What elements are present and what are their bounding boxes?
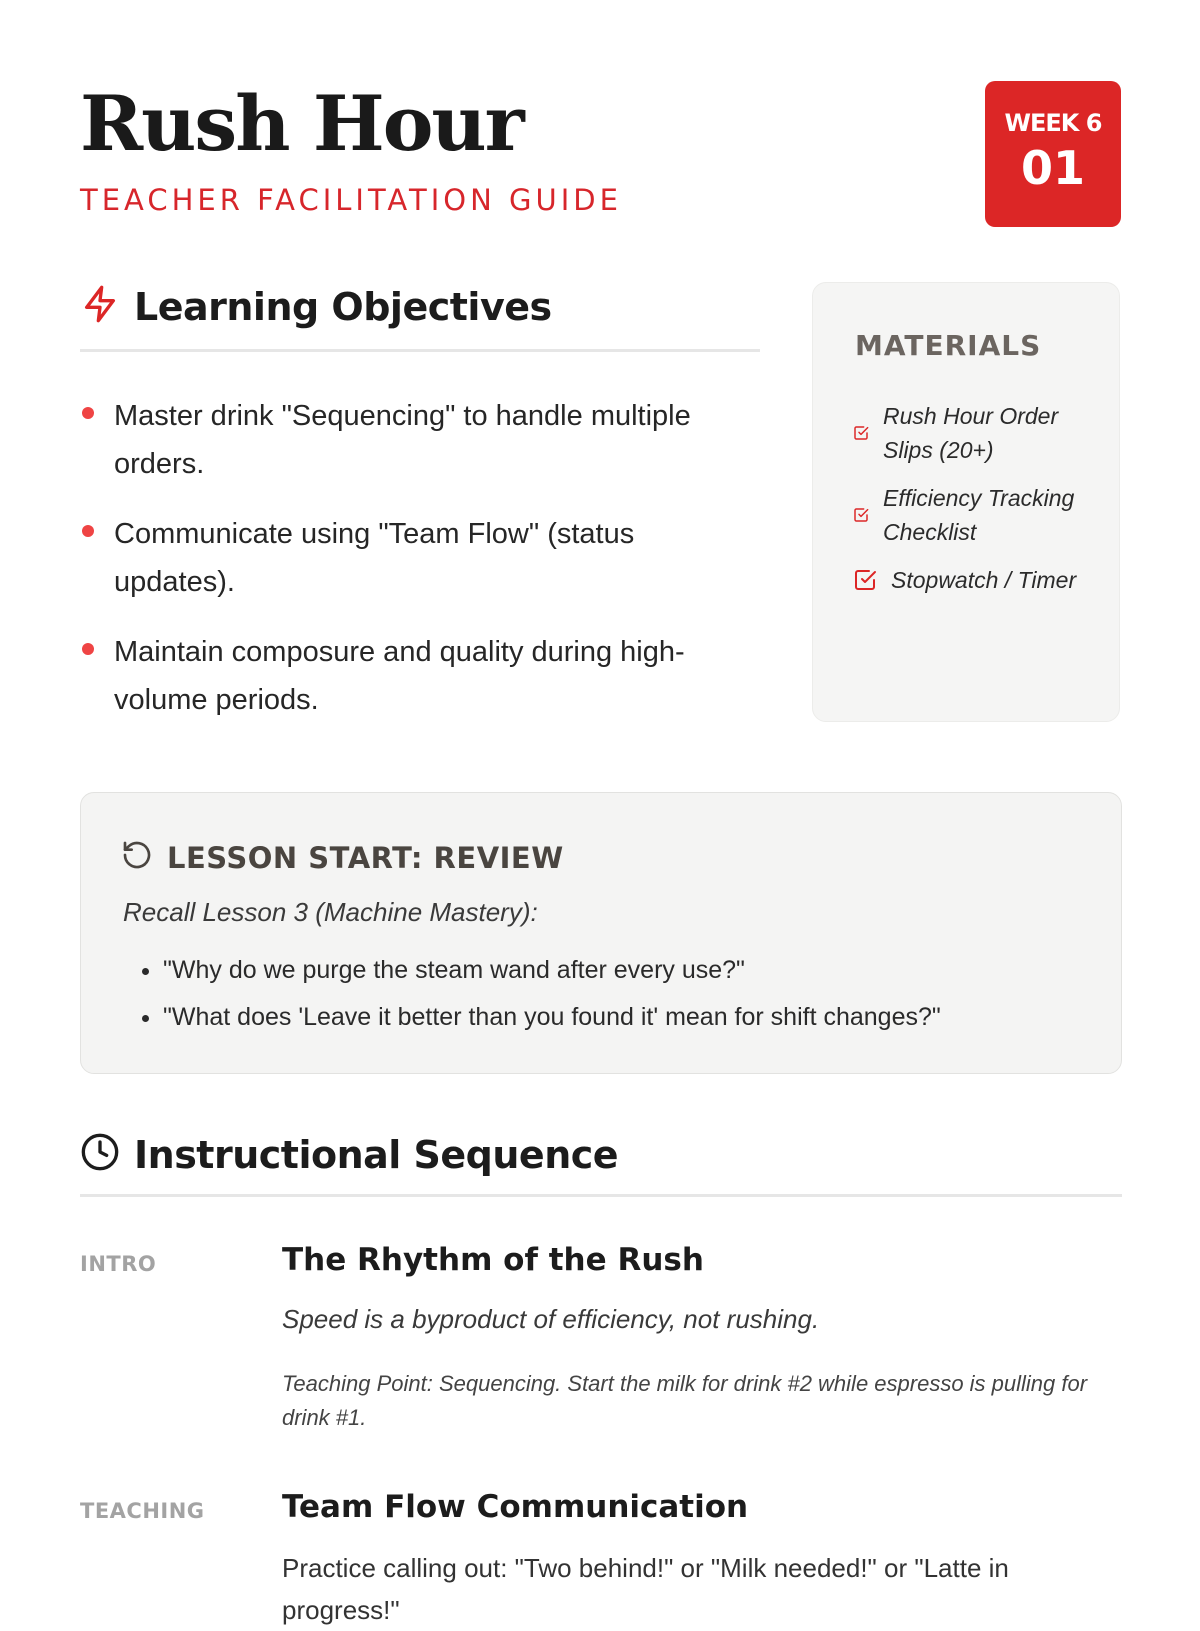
checkbox-icon	[853, 568, 877, 592]
objectives-heading: Learning Objectives	[134, 284, 552, 329]
material-text: Rush Hour Order Slips (20+)	[883, 403, 1059, 463]
material-text: Stopwatch / Timer	[891, 567, 1077, 593]
week-badge	[985, 81, 1121, 227]
objective-item	[80, 510, 760, 606]
review-questions	[123, 947, 941, 1041]
material-item	[853, 399, 1093, 467]
materials-list	[853, 399, 1093, 611]
bullet-dot	[82, 643, 94, 655]
objective-text: Maintain composure and quality during high-volume periods.	[114, 636, 685, 716]
material-item	[853, 563, 1093, 597]
review-question: • "Why do we purge the steam wand after every use?"	[163, 947, 941, 994]
checkbox-icon	[853, 507, 869, 523]
step-body	[282, 1242, 1122, 1435]
step-text: Practice calling out: "Two behind!" or "Milk needed!" or "Latte in progress!"	[282, 1553, 1009, 1625]
step-title: The Rhythm of the Rush	[282, 1242, 704, 1278]
objectives-header	[80, 284, 552, 329]
rotate-ccw-icon	[121, 839, 153, 876]
review-question: • "What does 'Leave it better than you found it' mean for shift changes?"	[163, 994, 941, 1041]
review-intro: Recall Lesson 3 (Machine Mastery):	[123, 897, 538, 927]
review-header	[121, 839, 564, 876]
objective-text: Master drink "Sequencing" to handle multiple orders.	[114, 400, 691, 480]
review-heading: LESSON START: REVIEW	[167, 840, 564, 875]
step-note: Teaching Point: Sequencing. Start the milk for drink #2 while espresso is pulling for drink #1.	[282, 1371, 1088, 1430]
step-subtitle: Speed is a byproduct of efficiency, not rushing.	[282, 1304, 820, 1334]
bullet-dot	[82, 407, 94, 419]
week-number: 01	[1020, 141, 1085, 195]
page-subtitle: TEACHER FACILITATION GUIDE	[80, 183, 622, 217]
page-title: Rush Hour	[80, 79, 523, 168]
material-item	[853, 481, 1093, 549]
sequence-divider	[80, 1194, 1122, 1197]
materials-panel	[812, 282, 1120, 722]
sequence-heading: Instructional Sequence	[134, 1132, 619, 1177]
objective-item	[80, 628, 760, 724]
material-text: Efficiency Tracking Checklist	[883, 485, 1075, 545]
bullet-dot	[82, 525, 94, 537]
step-body	[282, 1489, 1122, 1631]
step-label: INTRO	[80, 1252, 157, 1276]
checkbox-icon	[853, 425, 869, 441]
review-panel	[80, 792, 1122, 1074]
step-title: Team Flow Communication	[282, 1489, 749, 1525]
step-label: TEACHING	[80, 1499, 205, 1523]
week-label: WEEK 6	[1004, 109, 1102, 137]
materials-heading: MATERIALS	[855, 329, 1042, 362]
objective-text: Communicate using "Team Flow" (status updates).	[114, 518, 635, 598]
objectives-list	[80, 392, 760, 746]
clock-icon	[80, 1132, 120, 1177]
lightning-icon	[80, 284, 120, 329]
objectives-divider	[80, 349, 760, 352]
objective-item	[80, 392, 760, 488]
sequence-header	[80, 1132, 618, 1177]
